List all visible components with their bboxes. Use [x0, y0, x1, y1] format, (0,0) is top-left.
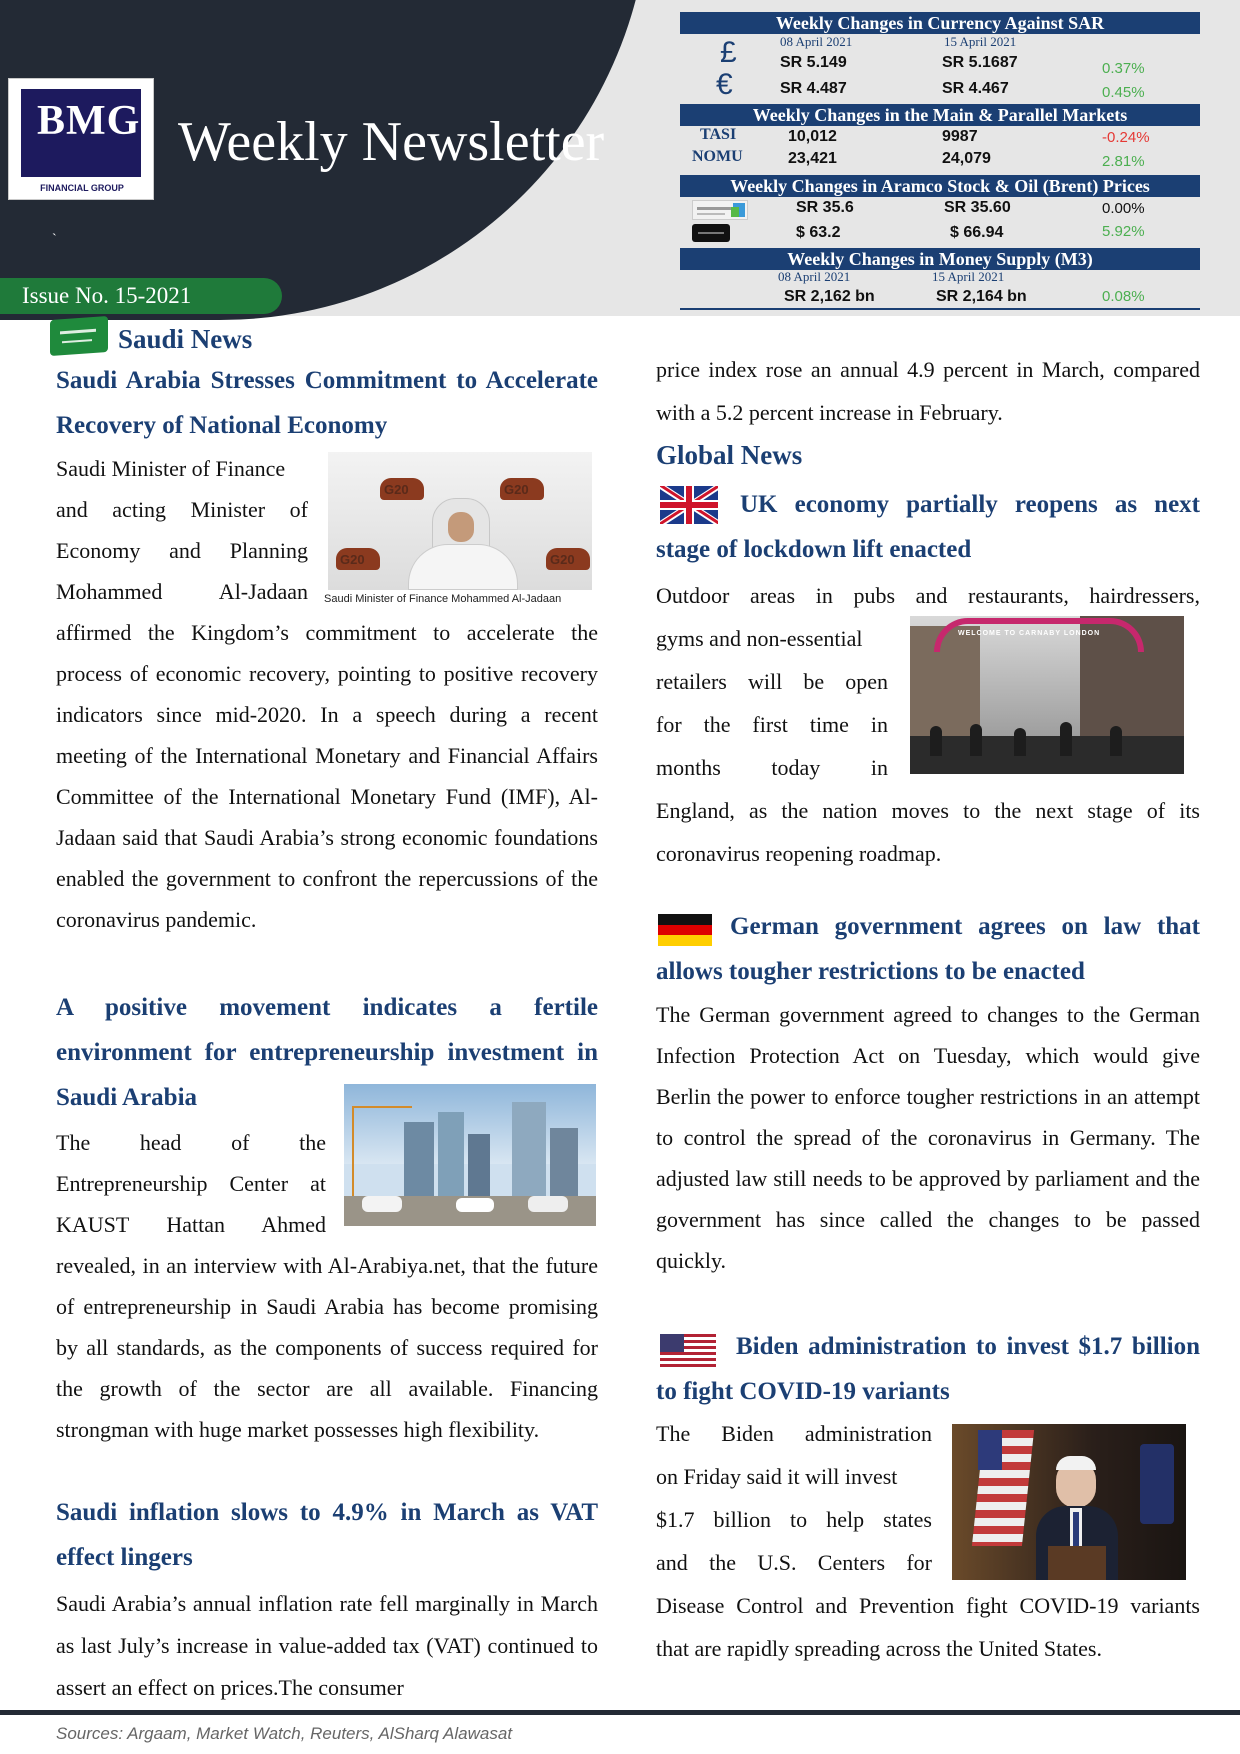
- a2-wrap-line: KAUST Hattan Ahmed: [56, 1212, 326, 1237]
- us-wrap-line: $1.7 billion to help states: [656, 1507, 932, 1532]
- a3-body: Saudi Arabia’s annual inflation rate fell marginally in March as last July’s increase in value-added tax (VAT) continued to assert an effect on prices.The consumer: [56, 1591, 598, 1700]
- issue-badge: Issue No. 15-2021: [0, 278, 282, 314]
- a1-body: affirmed the Kingdom’s commitment to accelerate the process of economic recovery, pointing to positive recovery indicators since mid-2020. In a speech during a recent meeting of the International Monetary and Financial Affairs Committee of the International Monetary Fund (IMF), Al-Jadaan said that Saudi Arabia’s strong economic foundations enabled the government to confront the repercussions of the coronavirus pandemic.: [56, 620, 598, 932]
- oil-barrel-icon: [692, 224, 730, 242]
- carnaby-sign: WELCOME TO CARNABY LONDON: [958, 630, 1101, 637]
- currency-date-1: 08 April 2021: [780, 34, 853, 49]
- g20-logo: G20: [550, 552, 575, 567]
- uk-wrap-line: retailers will be open: [656, 669, 888, 694]
- brent-value-2: $ 66.94: [950, 224, 1004, 241]
- a2-wrap-line: Entrepreneurship Center at: [56, 1171, 326, 1196]
- section-global-news: Global News: [656, 440, 803, 470]
- tasi-change: -0.24%: [1102, 129, 1150, 146]
- m3-value-1: SR 2,162 bn: [784, 288, 875, 305]
- finance-minister-photo: [328, 452, 592, 590]
- market-summary-panel: [680, 12, 1200, 312]
- currency-date-2: 15 April 2021: [944, 34, 1017, 49]
- sources-line: Sources: Argaam, Market Watch, Reuters, AlSharq Alawasat: [56, 1724, 513, 1743]
- uk-wrap-line: for the first time in: [656, 712, 888, 737]
- markets-bar: Weekly Changes in the Main & Parallel Markets: [680, 104, 1200, 126]
- nomu-change: 2.81%: [1102, 153, 1145, 170]
- logo-subtitle: FINANCIAL GROUP: [40, 183, 124, 193]
- biden-photo: [952, 1424, 1186, 1580]
- pound-icon: £: [720, 36, 737, 69]
- us-wrap-line: and the U.S. Centers for: [656, 1550, 932, 1575]
- aramco-bar: Weekly Changes in Aramco Stock & Oil (Brent) Prices: [680, 175, 1200, 197]
- footer-rule: [0, 1710, 1240, 1715]
- uk-wrap-line: gyms and non-essential: [656, 626, 863, 651]
- gbp-change: 0.37%: [1102, 60, 1145, 77]
- nomu-value-1: 23,421: [788, 150, 837, 167]
- gbp-value-2: SR 5.1687: [942, 54, 1018, 71]
- a1-wrap-line: Mohammed Al-Jadaan: [56, 579, 308, 604]
- aramco-logo-icon: [692, 200, 748, 220]
- us-wrap-line: on Friday said it will invest: [656, 1464, 898, 1489]
- money-supply-bar: Weekly Changes in Money Supply (M3): [680, 248, 1200, 270]
- nomu-value-2: 24,079: [942, 150, 991, 167]
- bmg-logo: [8, 78, 154, 200]
- section-saudi-news: Saudi News: [118, 324, 253, 354]
- tasi-value-2: 9987: [942, 128, 978, 145]
- nomu-label: NOMU: [692, 148, 743, 165]
- a3-continued: price index rose an annual 4.9 percent in March, compared with a 5.2 percent increase in February.: [656, 357, 1200, 425]
- uk-wrap-line: months today in: [656, 755, 888, 780]
- aramco-change: 0.00%: [1102, 200, 1145, 217]
- logo-text: BMG: [37, 98, 141, 144]
- uk-body: England, as the nation moves to the next stage of its coronavirus reopening roadmap.: [656, 798, 1200, 866]
- headline-entrepreneurship: A positive movement indicates a fertile environment for entrepreneurship investment in Saudi Arabia: [56, 994, 598, 1111]
- g20-logo: G20: [340, 552, 365, 567]
- headline-uk-reopens: UK economy partially reopens as next stage of lockdown lift enacted: [656, 491, 1200, 563]
- uk-first-line: Outdoor areas in pubs and restaurants, hairdressers,: [656, 583, 1200, 608]
- a1-wrap-line: Saudi Minister of Finance: [56, 456, 286, 481]
- g20-logo: G20: [504, 482, 529, 497]
- euro-icon: €: [716, 68, 733, 101]
- headline-recovery: Saudi Arabia Stresses Commitment to Accelerate Recovery of National Economy: [56, 367, 598, 439]
- stray-mark: `: [52, 232, 57, 247]
- headline-inflation: Saudi inflation slows to 4.9% in March as VAT effect lingers: [56, 1499, 598, 1571]
- us-body: Disease Control and Prevention fight COVID-19 variants that are rapidly spreading across the United States.: [656, 1593, 1200, 1661]
- german-body: The German government agreed to changes to the German Infection Protection Act on Tuesday, which would give Berlin the power to enforce tougher restrictions in an attempt to control the spread of the coronavirus in Germany. The adjusted law still needs to be approved by parliament and the government has since called the changes to be passed quickly.: [656, 1002, 1200, 1273]
- m3-value-2: SR 2,164 bn: [936, 288, 1027, 305]
- photo-caption: Saudi Minister of Finance Mohammed Al-Jadaan: [324, 593, 562, 605]
- a1-wrap-line: and acting Minister of: [56, 497, 308, 522]
- newsletter-title: Weekly Newsletter: [178, 111, 605, 173]
- brent-change: 5.92%: [1102, 223, 1145, 240]
- us-wrap-line: The Biden administration: [656, 1421, 932, 1446]
- logo-mark: [21, 89, 141, 177]
- tasi-value-1: 10,012: [788, 128, 837, 145]
- headline-german-law: German government agrees on law that allows tougher restrictions to be enacted: [656, 913, 1200, 985]
- carnaby-street-photo: [910, 616, 1184, 774]
- saudi-flag-icon: [50, 316, 108, 356]
- aramco-value-1: SR 35.6: [796, 199, 854, 216]
- m3-change: 0.08%: [1102, 288, 1145, 305]
- a2-body: revealed, in an interview with Al-Arabiya.net, that the future of entrepreneurship in Saudi Arabia has become promising by all standards, as the components of success required for the growth of the sector are all available. Financing strongman with huge market possesses high flexibility.: [56, 1253, 598, 1442]
- m3-date-2: 15 April 2021: [932, 269, 1005, 284]
- currency-bar: Weekly Changes in Currency Against SAR: [680, 12, 1200, 34]
- gbp-value-1: SR 5.149: [780, 54, 847, 71]
- eur-change: 0.45%: [1102, 84, 1145, 101]
- m3-date-1: 08 April 2021: [778, 269, 851, 284]
- panel-bottom-rule: [680, 308, 1200, 310]
- g20-logo: G20: [384, 482, 409, 497]
- headline-biden-covid: Biden administration to invest $1.7 billion to fight COVID-19 variants: [656, 1333, 1200, 1405]
- tasi-label: TASI: [700, 126, 737, 143]
- a2-wrap-line: The head of the: [56, 1130, 326, 1155]
- brent-value-1: $ 63.2: [796, 224, 841, 241]
- a1-wrap-line: Economy and Planning: [56, 538, 308, 563]
- eur-value-2: SR 4.467: [942, 80, 1009, 97]
- construction-photo: [344, 1084, 596, 1226]
- aramco-value-2: SR 35.60: [944, 199, 1011, 216]
- eur-value-1: SR 4.487: [780, 80, 847, 97]
